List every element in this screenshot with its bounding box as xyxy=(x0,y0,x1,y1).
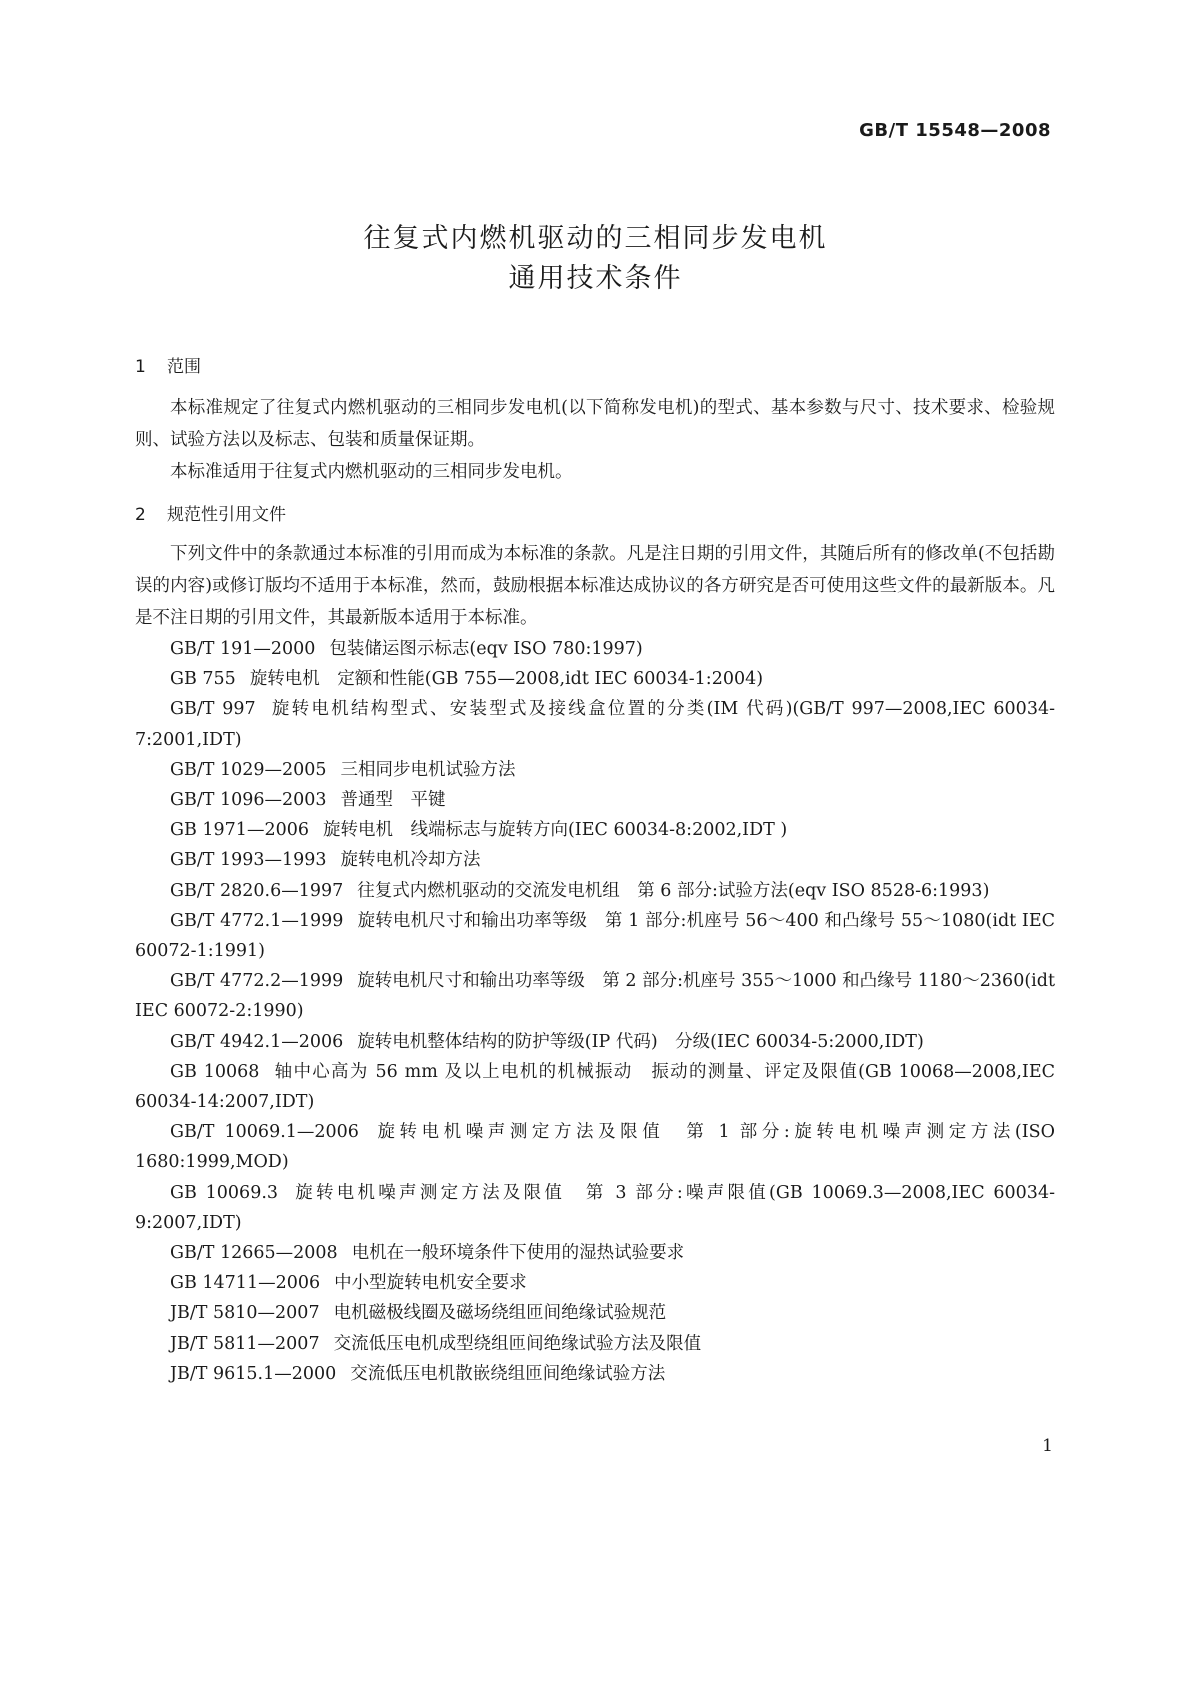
section-1-title: 范围 xyxy=(167,357,201,377)
reference-item xyxy=(135,1298,1055,1328)
reference-item xyxy=(135,694,1055,754)
reference-item xyxy=(135,1178,1055,1238)
reference-item xyxy=(135,1027,1055,1057)
reference-item xyxy=(135,755,1055,785)
document-title-line2: 通用技术条件 xyxy=(508,263,683,294)
reference-code: JB/T 5811—2007 xyxy=(170,1333,320,1354)
reference-title: 中小型旋转电机安全要求 xyxy=(334,1273,527,1294)
reference-code: GB/T 12665—2008 xyxy=(170,1243,338,1264)
reference-item xyxy=(135,664,1055,694)
reference-title: 包装储运图示标志(eqv ISO 780:1997) xyxy=(329,639,643,659)
reference-title: 旋转电机 线端标志与旋转方向(IEC 60034-8:2002,IDT ) xyxy=(322,820,788,841)
reference-title: 旋转电机噪声测定方法及限值 第 3 部分:噪声限值(GB 10069.3—2008,IEC 60034-9:2007,IDT) xyxy=(135,1182,1055,1233)
reference-item xyxy=(135,1238,1055,1268)
section-1-paragraph: 本标准适用于往复式内燃机驱动的三相同步发电机。 xyxy=(170,462,573,482)
page-number: 1 xyxy=(1042,1436,1053,1456)
section-1-paragraph: 本标准规定了往复式内燃机驱动的三相同步发电机(以下简称发电机)的型式、基本参数与尺寸、技术要求、检验规则、试验方法以及标志、包装和质量保证期。 xyxy=(135,398,1055,450)
reference-title: 交流低压电机散嵌绕组匝间绝缘试验方法 xyxy=(350,1363,666,1384)
section-1-body xyxy=(135,392,1055,488)
section-2-intro xyxy=(135,538,1055,634)
reference-title: 三相同步电机试验方法 xyxy=(340,759,516,780)
reference-title: 旋转电机冷却方法 xyxy=(340,850,481,871)
reference-code: GB 10069.3 xyxy=(170,1182,279,1203)
reference-item xyxy=(135,785,1055,815)
reference-code: GB/T 4772.2—1999 xyxy=(170,971,344,992)
section-1-number: 1 xyxy=(135,357,146,377)
reference-title: 旋转电机 定额和性能(GB 755—2008,idt IEC 60034-1:2004) xyxy=(249,669,764,690)
reference-item xyxy=(135,634,1055,664)
section-2-number: 2 xyxy=(135,505,146,525)
reference-code: GB/T 1993—1993 xyxy=(170,850,327,871)
reference-code: GB/T 191—2000 xyxy=(170,639,316,659)
reference-code: GB/T 4942.1—2006 xyxy=(170,1031,344,1052)
section-2-heading xyxy=(135,500,286,525)
reference-item xyxy=(135,1117,1055,1177)
reference-item xyxy=(135,906,1055,966)
reference-title: 电机在一般环境条件下使用的湿热试验要求 xyxy=(351,1243,685,1264)
reference-code: JB/T 5810—2007 xyxy=(170,1303,320,1324)
reference-title: 旋转电机尺寸和输出功率等级 第 1 部分:机座号 56～400 和凸缘号 55～1080(idt IEC 60072-1:1991) xyxy=(135,910,1055,962)
document-title-line1: 往复式内燃机驱动的三相同步发电机 xyxy=(363,223,828,254)
reference-title: 旋转电机噪声测定方法及限值 第 1 部分:旋转电机噪声测定方法(ISO 1680:1999,MOD) xyxy=(135,1122,1055,1173)
reference-item xyxy=(135,1329,1055,1359)
reference-item xyxy=(135,845,1055,875)
reference-code: GB/T 997 xyxy=(170,699,256,720)
reference-code: GB/T 10069.1—2006 xyxy=(170,1122,359,1143)
reference-title: 交流低压电机成型绕组匝间绝缘试验方法及限值 xyxy=(333,1333,702,1354)
reference-code: GB 10068 xyxy=(170,1061,260,1082)
reference-title: 旋转电机尺寸和输出功率等级 第 2 部分:机座号 355～1000 和凸缘号 1180～2360(idt IEC 60072-2:1990) xyxy=(135,971,1055,1022)
reference-item xyxy=(135,815,1055,845)
section-2-title: 规范性引用文件 xyxy=(167,505,286,525)
reference-code: GB/T 4772.1—1999 xyxy=(170,910,344,931)
reference-item xyxy=(135,876,1055,906)
section-2-intro-paragraph: 下列文件中的条款通过本标准的引用而成为本标准的条款。凡是注日期的引用文件，其随后所有的修改单(不包括勘误的内容)或修订版均不适用于本标准，然而，鼓励根据本标准达成协议的各方研究是否可使用这些文件的最新版本。凡是不注日期的引用文件，其最新版本适用于本标准。 xyxy=(135,544,1055,628)
reference-title: 旋转电机结构型式、安装型式及接线盒位置的分类(IM 代码)(GB/T 997—2008,IEC 60034-7:2001,IDT) xyxy=(135,699,1055,750)
reference-code: GB/T 1096—2003 xyxy=(170,790,327,811)
reference-title: 往复式内燃机驱动的交流发电机组 第 6 部分:试验方法(eqv ISO 8528-6:1993) xyxy=(357,880,990,901)
reference-code: GB 755 xyxy=(170,669,236,690)
reference-code: GB/T 2820.6—1997 xyxy=(170,880,344,901)
reference-title: 旋转电机整体结构的防护等级(IP 代码) 分级(IEC 60034-5:2000,IDT) xyxy=(357,1031,924,1052)
reference-title: 轴中心高为 56 mm 及以上电机的机械振动 振动的测量、评定及限值(GB 10068—2008,IEC 60034-14:2007,IDT) xyxy=(135,1061,1055,1113)
reference-item xyxy=(135,1359,1055,1389)
reference-code: GB 1971—2006 xyxy=(170,820,309,841)
reference-code: GB 14711—2006 xyxy=(170,1273,321,1294)
reference-item xyxy=(135,1268,1055,1298)
reference-item xyxy=(135,966,1055,1026)
standard-number: GB/T 15548—2008 xyxy=(859,120,1051,141)
reference-code: GB/T 1029—2005 xyxy=(170,759,327,780)
reference-item xyxy=(135,1057,1055,1117)
reference-title: 电机磁极线圈及磁场绕组匝间绝缘试验规范 xyxy=(333,1303,667,1324)
reference-title: 普通型 平键 xyxy=(340,790,446,811)
reference-code: JB/T 9615.1—2000 xyxy=(170,1363,337,1384)
section-1-heading xyxy=(135,352,201,377)
normative-reference-list xyxy=(135,634,1055,1389)
